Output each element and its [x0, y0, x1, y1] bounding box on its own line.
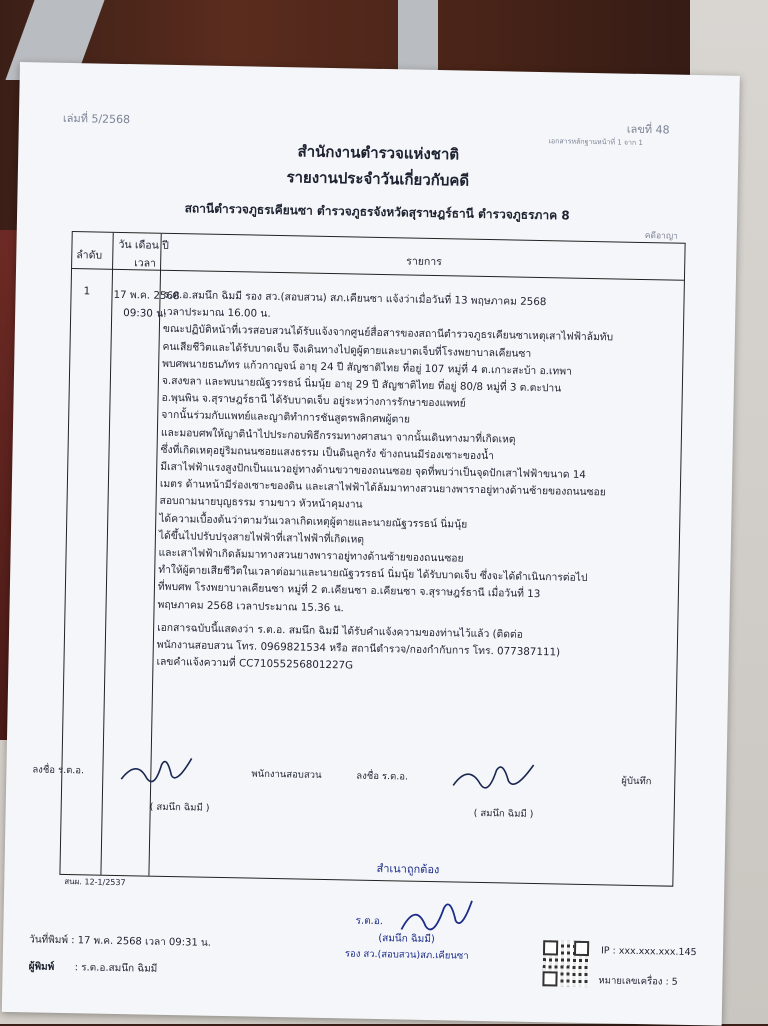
- book-number: เล่มที่ 5/2568: [62, 111, 131, 127]
- entry-body: [156, 287, 633, 680]
- entry-line: คนเสียชีวิตและได้รับบาดเจ็บ จึงเดินทางไปดูผู้ตายและบาดเจ็บที่โรงพยาบาลเคียนซา: [162, 340, 532, 360]
- report-document: [2, 62, 740, 1026]
- entry-line: สอบถามนายบุญธรรม รามขาว หัวหน้าคุมงาน: [159, 495, 363, 512]
- qr-code-icon: [542, 940, 589, 987]
- notice-line: พนักงานสอบสวน โทร. 0969821534 หรือ สถานีตำรวจ/กองกำกับการ โทร. 077387111): [156, 638, 561, 659]
- right-sign-role: ผู้บันทึก: [621, 775, 652, 788]
- entry-line: ร.ต.อ.สมนึก ฉิมมี รอง สว.(สอบสวน) สภ.เคียนซา แจ้งว่าเมื่อวันที่ 13 พฤษภาคม 2568: [163, 288, 547, 309]
- background-pole: [398, 0, 438, 80]
- case-category: คดีอาญา: [644, 231, 678, 242]
- agency-title: สำนักงานตำรวจแห่งชาติ: [297, 142, 460, 164]
- header-date: วัน เดือน ปี: [118, 238, 169, 252]
- certified-copy-label: สำเนาถูกต้อง: [376, 861, 440, 877]
- page-number: เลขที่ 48: [626, 122, 670, 137]
- entry-time: 09:30 น.: [123, 307, 167, 320]
- printer-name: : ร.ต.อ.สมนึก ฉิมมี: [74, 962, 158, 975]
- entry-line: อ.พุนพิน จ.สุราษฎร์ธานี ได้รับบาดเจ็บ อยู่ระหว่างการรักษาของแพทย์: [161, 391, 466, 410]
- page-of: เอกสารหลักฐานหน้าที่ 1 จาก 1: [548, 137, 643, 147]
- ip-address: IP : xxx.xxx.xxx.145: [600, 945, 697, 959]
- entry-line: ทำให้ผู้ตายเสียชีวิตในเวลาต่อมาและนายณัฐวรรธน์ นิ่มนุ้ย ได้รับบาดเจ็บ ซึ่งจะได้ดำเนินการต่อไป: [158, 563, 588, 585]
- station-name: สถานีตำรวจภูธรเคียนซา ตำรวจภูธรจังหวัดสุราษฎร์ธานี ตำรวจภูธรภาค 8: [184, 201, 570, 223]
- entry-line: จ.สงขลา และพบนายณัฐวรรธน์ นิ่มนุ้ย อายุ 29 ปี สัญชาติไทย ที่อยู่ 80/8 หมู่ที่ 3 ต.ตะปาน: [161, 374, 562, 395]
- left-signature-icon: [116, 749, 197, 791]
- right-signature-icon: [448, 755, 539, 797]
- left-sign-role: พนักงานสอบสวน: [251, 768, 322, 781]
- certifier-name: (สมนึก ฉิมมี): [378, 933, 435, 946]
- machine-number: หมายเลขเครื่อง : 5: [598, 975, 678, 988]
- entry-date: 17 พ.ค. 2568: [113, 288, 180, 303]
- entry-line: พฤษภาคม 2568 เวลาประมาณ 15.36 น.: [157, 598, 344, 614]
- right-sign-name: ( สมนึก ฉิมมี ): [473, 807, 534, 820]
- left-sign-prefix: ลงชื่อ ร.ต.อ.: [32, 764, 85, 777]
- entry-line: เมตร ด้านหน้ามีร่องเซาะของดิน และเสาไฟฟ้าได้ล้มมาทางสวนยางพาราอยู่ทางด้านซ้ายของถนนซอย: [159, 477, 606, 499]
- report-title: รายงานประจำวันเกี่ยวกับคดี: [286, 168, 470, 190]
- left-sign-name: ( สมนึก ฉิมมี ): [149, 801, 210, 814]
- entry-line: ได้ขึ้นไปปรับปรุงสายไฟฟ้าที่เสาไฟฟ้าที่เกิดเหตุ: [158, 529, 365, 546]
- right-sign-prefix: ลงชื่อ ร.ต.อ.: [356, 770, 409, 783]
- entry-line: ขณะปฏิบัติหน้าที่เวรสอบสวนได้รับแจ้งจากศูนย์สื่อสารของสถานีตำรวจภูธรเคียนซาเหตุเสาไฟฟ้าล้มทับ: [162, 323, 614, 344]
- header-seq: ลำดับ: [76, 249, 103, 262]
- entry-line: พบศพนายธนภัทร แก้วกาญจน์ อายุ 24 ปี สัญชาติไทย ที่อยู่ 107 หมู่ที่ 4 ต.เกาะสะบ้า อ.เทพา: [162, 357, 572, 378]
- header-time: เวลา: [134, 257, 157, 270]
- entry-line: มีเสาไฟฟ้าแรงสูงปักเป็นแนวอยู่ทางด้านขวาของถนนซอย จุดที่พบว่าเป็นจุดปักเสาไฟฟ้าขนาด 14: [160, 460, 587, 481]
- entry-line: จากนั้นร่วมกับแพทย์และญาติทำการชันสูตรพลิกศพผู้ตาย: [161, 409, 411, 426]
- print-date: วันที่พิมพ์ : 17 พ.ค. 2568 เวลา 09:31 น.: [29, 934, 212, 949]
- notice-line: เอกสารฉบับนี้แสดงว่า ร.ต.อ. สมนึก ฉิมมี ได้รับคำแจ้งความของท่านไว้แล้ว (ติดต่อ: [157, 621, 523, 641]
- entry-line: ได้ความเบื้องต้นว่าตามวันเวลาเกิดเหตุผู้ตายและนายณัฐวรรธน์ นิ่มนุ้ย: [159, 512, 468, 531]
- entry-line: และมอบศพให้ญาตินำไปประกอบพิธีกรรมทางศาสนา จากนั้นเดินทางมาที่เกิดเหตุ: [160, 426, 516, 446]
- printer-label: ผู้พิมพ์: [28, 961, 55, 973]
- entry-line: ที่พบศพ โรงพยาบาลเคียนซา หมู่ที่ 2 ต.เคียนซา อ.เคียนซา จ.สุราษฎร์ธานี เมื่อวันที่ 13: [157, 581, 541, 601]
- entry-line: และเสาไฟฟ้าเกิดล้มมาทางสวนยางพาราอยู่ทางด้านซ้ายของถนนซอย: [158, 546, 464, 565]
- certifier-position: รอง สว.(สอบสวน)สภ.เคียนซา: [344, 948, 469, 962]
- form-code: สนผ. 12-1/2537: [64, 877, 126, 888]
- notice-line: เลขคำแจ้งความที่ CC71055256801227G: [156, 655, 354, 672]
- entry-line: ซึ่งที่เกิดเหตุอยู่ริมถนนซอยแสงธรรม เป็นดินลูกรัง ข้างถนนมีร่องเซาะของน้ำ: [160, 443, 495, 462]
- certifier-rank: ร.ต.อ.: [355, 915, 384, 928]
- entry-seq: 1: [83, 285, 91, 298]
- header-items: รายการ: [406, 255, 442, 269]
- entry-line: เวลาประมาณ 16.00 น.: [163, 305, 271, 321]
